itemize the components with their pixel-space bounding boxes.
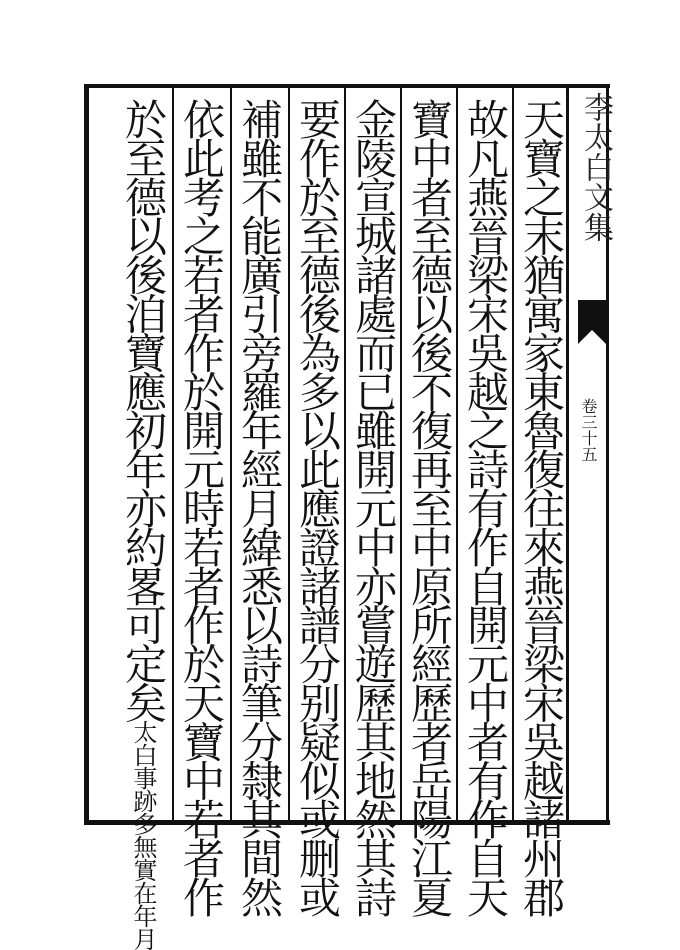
interlinear-note: 太白事跡多無實在年月 — [129, 720, 157, 950]
text-column-1: 天寶之末猶寓家東魯復往來燕晉梁宋吳越諸州郡 — [517, 98, 566, 915]
text-column-8 — [114, 98, 172, 950]
fish-tail-ornament — [578, 300, 606, 344]
running-title: 李太白文集 — [578, 92, 613, 242]
text-column-8-main: 於至德以後洎寶應初年亦約畧可定矣 — [119, 98, 168, 721]
text-column-3: 寶中者至德以後不復再至中原所經歷者岳陽江夏 — [405, 98, 454, 915]
frame-top-border — [86, 84, 610, 88]
text-column-5: 要作於至德後為多以此應證諸譜分别疑似或删或 — [293, 98, 342, 915]
juan-number: 卷三十五 — [579, 398, 598, 462]
text-column-7: 依此考之若者作於開元時若者作於天寶中若者作 — [177, 98, 226, 915]
frame-left-border — [84, 84, 89, 825]
text-column-4: 金陵宣城諸處而已雖開元中亦嘗遊歷其地然其詩 — [349, 98, 398, 915]
text-column-6: 補雖不能廣引旁羅年經月緯悉以詩筆分隸其間然 — [235, 98, 284, 915]
text-column-2: 故凡燕晉梁宋吳越之詩有作自開元中者有作自天 — [461, 98, 510, 915]
